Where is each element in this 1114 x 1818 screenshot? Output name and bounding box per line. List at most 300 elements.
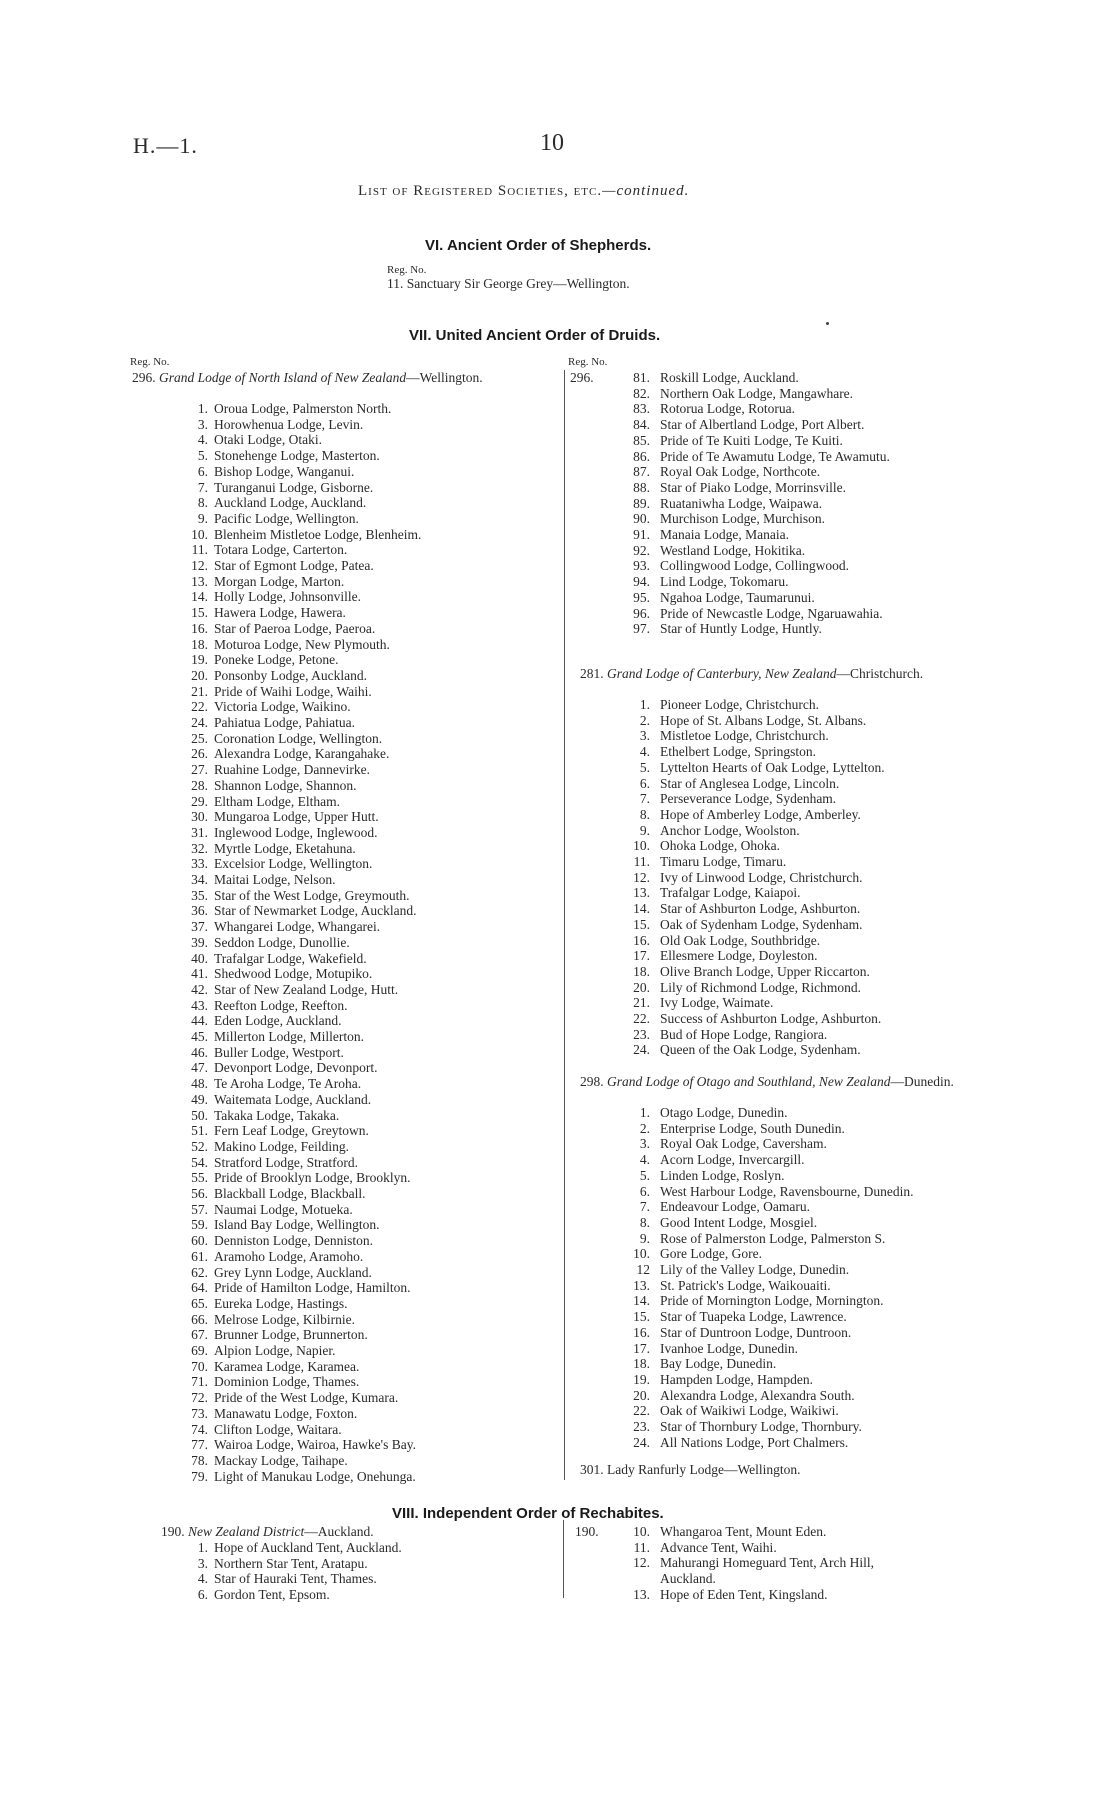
entry-number: 15. (633, 1309, 650, 1325)
list-item (150, 888, 410, 904)
list-item (150, 1296, 347, 1312)
list-item (150, 1343, 335, 1359)
list-item (606, 1215, 817, 1231)
entry-number: 10. (633, 838, 650, 854)
list-item (606, 1571, 716, 1587)
entry-number: 8. (197, 495, 208, 511)
section-title-shepherds: VI. Ancient Order of Shepherds. (425, 237, 652, 254)
list-item (150, 1469, 416, 1485)
list-item (150, 809, 379, 825)
list-item (150, 574, 344, 590)
entry-text: Poneke Lodge, Petone. (214, 652, 339, 668)
list-item (606, 1168, 785, 1184)
entry-text: Ruataniwha Lodge, Waipawa. (660, 495, 823, 511)
entry-number: 18. (633, 963, 650, 979)
entry-number: 6. (639, 1183, 650, 1199)
entry-text: Totara Lodge, Carterton. (214, 542, 348, 558)
entry-number: 7. (197, 479, 208, 495)
list-item (606, 1011, 881, 1027)
entry-text: Shannon Lodge, Shannon. (214, 777, 357, 793)
list-item (606, 590, 815, 606)
stray-mark (826, 322, 829, 325)
entry-number: 79. (191, 1468, 208, 1484)
entry-text: Queen of the Oak Lodge, Sydenham. (660, 1042, 861, 1058)
entry-text: Lyttelton Hearts of Oak Lodge, Lyttelton. (660, 759, 885, 775)
entry-text: Hampden Lodge, Hampden. (660, 1371, 813, 1387)
entry-number: 26. (191, 746, 208, 762)
entry-text: Ponsonby Lodge, Auckland. (214, 667, 367, 683)
list-item (606, 1388, 855, 1404)
entry-text: Pahiatua Lodge, Pahiatua. (214, 715, 355, 730)
entry-text: Star of Piako Lodge, Morrinsville. (660, 479, 846, 495)
entry-number: 22. (633, 1403, 650, 1419)
entry-number: 18. (191, 636, 208, 652)
entry-text: Gordon Tent, Epsom. (214, 1587, 330, 1603)
entry-text: Island Bay Lodge, Wellington. (214, 1217, 380, 1233)
list-item (150, 417, 363, 433)
entry-text: Murchison Lodge, Murchison. (660, 511, 825, 527)
entry-number: 84. (633, 417, 650, 433)
entry-number: 5. (639, 759, 650, 775)
entry-text: Eden Lodge, Auckland. (214, 1013, 342, 1029)
entry-text: Pride of Waihi Lodge, Waihi. (214, 683, 372, 699)
list-item (606, 527, 789, 543)
grand-lodge-canterbury-place: —Christchurch. (836, 666, 924, 681)
entry-text: Mungaroa Lodge, Upper Hutt. (214, 809, 379, 825)
entry-text: Millerton Lodge, Millerton. (214, 1029, 364, 1044)
entry-number: 19. (633, 1371, 650, 1387)
entry-number: 17. (633, 1340, 650, 1356)
entry-number: 22. (633, 1011, 650, 1026)
list-item (150, 589, 361, 605)
entry-text: Ngahoa Lodge, Taumarunui. (660, 589, 815, 605)
entry-text: Star of Albertland Lodge, Port Albert. (660, 417, 865, 433)
list-item (150, 998, 347, 1014)
list-item (150, 1453, 348, 1469)
list-item (150, 480, 373, 496)
entry-text: Star of Thornbury Lodge, Thornbury. (660, 1419, 862, 1434)
entry-number: 44. (191, 1013, 208, 1029)
list-title-main: List of Registered Societies, etc. (358, 183, 603, 199)
entry-number: 86. (633, 448, 650, 464)
entry-text: Pride of Hamilton Lodge, Hamilton. (214, 1280, 411, 1296)
list-item (150, 841, 356, 857)
list-item (150, 872, 335, 888)
entry-text: Blackball Lodge, Blackball. (214, 1186, 366, 1201)
entry-text: Alexandra Lodge, Karangahake. (214, 746, 390, 762)
entry-text: Hope of Auckland Tent, Auckland. (214, 1540, 402, 1555)
list-item (150, 621, 375, 637)
list-item (606, 1403, 839, 1419)
entry-text: Hope of Amberley Lodge, Amberley. (660, 806, 861, 822)
reg-no-label-right: Reg. No. (568, 356, 608, 368)
list-item (150, 1265, 372, 1281)
entry-number: 25. (191, 730, 208, 746)
entry-number: 14. (633, 1293, 650, 1309)
lady-ranfurly-entry (580, 1462, 801, 1478)
entry-text: Melrose Lodge, Kilbirnie. (214, 1311, 355, 1327)
entry-number: 6. (639, 775, 650, 791)
entry-number: 51. (191, 1123, 208, 1139)
list-item (150, 1045, 344, 1061)
entry-number: 12. (633, 869, 650, 885)
list-item (606, 511, 825, 527)
entry-text: Whangarei Lodge, Whangarei. (214, 919, 381, 935)
list-item (606, 744, 816, 760)
list-item (150, 1123, 369, 1139)
list-item (150, 1540, 402, 1556)
entry-text: Hope of Eden Tent, Kingsland. (660, 1586, 828, 1602)
entry-number: 90. (633, 511, 650, 527)
list-item (150, 1186, 365, 1202)
entry-text: Aramoho Lodge, Aramoho. (214, 1248, 364, 1264)
entry-text: Gore Lodge, Gore. (660, 1246, 762, 1262)
entry-number: 59. (191, 1217, 208, 1233)
list-item (606, 417, 864, 433)
column-divider (564, 370, 565, 1480)
entry-number: 95. (633, 589, 650, 605)
entry-text: Pride of Brooklyn Lodge, Brooklyn. (214, 1170, 411, 1186)
lady-ranfurly-num: 301. (580, 1462, 604, 1477)
entry-text: Endeavour Lodge, Oamaru. (660, 1199, 810, 1215)
entry-number: 73. (191, 1405, 208, 1421)
document-code: H.—1. (133, 133, 198, 158)
entry-text: Northern Star Tent, Aratapu. (214, 1555, 368, 1571)
list-item (606, 574, 789, 590)
list-item (150, 699, 351, 715)
list-item (606, 1325, 851, 1341)
list-item (606, 1278, 831, 1294)
list-item (150, 1359, 359, 1375)
entry-number: 11. (633, 854, 650, 869)
list-item (606, 1199, 810, 1215)
entry-number: 3. (639, 1136, 650, 1152)
list-item (150, 542, 347, 558)
entry-number: 36. (191, 903, 208, 919)
entry-number: 20. (633, 979, 650, 995)
list-item (606, 1121, 845, 1137)
entry-text: Ivanhoe Lodge, Dunedin. (660, 1340, 798, 1356)
list-item (606, 917, 862, 933)
entry-number: 60. (191, 1233, 208, 1249)
entry-text: Excelsior Lodge, Wellington. (214, 856, 373, 872)
entry-number: 9. (639, 1230, 650, 1246)
list-item (150, 527, 421, 543)
entry-number: 10. (633, 1524, 650, 1539)
list-item (606, 697, 819, 713)
entry-number: 39. (191, 934, 208, 950)
right-reg-number: 296. (570, 370, 594, 385)
list-item (606, 370, 799, 386)
entry-number: 23. (633, 1419, 650, 1434)
entry-number: 1. (639, 697, 650, 712)
entry-text: Old Oak Lodge, Southbridge. (660, 932, 821, 948)
entry-text: Manawatu Lodge, Foxton. (214, 1405, 358, 1421)
list-item (606, 1293, 883, 1309)
entry-text: Light of Manukau Lodge, Onehunga. (214, 1468, 416, 1484)
rechabites-district-name: New Zealand District (188, 1524, 305, 1539)
entry-number: 34. (191, 872, 208, 887)
entry-text: Karamea Lodge, Karamea. (214, 1358, 360, 1374)
list-title-continued: —continued. (602, 183, 690, 199)
entry-text: Pride of Te Awamutu Lodge, Te Awamutu. (660, 448, 890, 464)
entry-number: 41. (191, 966, 208, 982)
entry-number: 72. (191, 1390, 208, 1406)
entry-number: 16. (191, 620, 208, 636)
list-item (606, 1136, 827, 1152)
list-item (606, 1356, 776, 1372)
entry-text: Auckland Lodge, Auckland. (214, 495, 367, 511)
entry-text: Waitemata Lodge, Auckland. (214, 1091, 372, 1107)
column-divider-rechabites (563, 1520, 564, 1598)
entry-text: Star of Paeroa Lodge, Paeroa. (214, 620, 376, 636)
entry-number: 21. (633, 995, 650, 1011)
list-item (606, 948, 817, 964)
list-item (606, 776, 839, 792)
entry-number: 4. (197, 1571, 208, 1587)
entry-number: 11. (191, 542, 208, 558)
entry-number: 94. (633, 574, 650, 590)
entry-text: Good Intent Lodge, Mosgiel. (660, 1214, 818, 1230)
entry-text: Alexandra Lodge, Alexandra South. (660, 1387, 855, 1403)
rechabites-district-num: 190. (161, 1524, 185, 1539)
list-item (150, 1406, 357, 1422)
list-item (150, 464, 354, 480)
page-number: 10 (540, 130, 564, 156)
entry-number: 27. (191, 762, 208, 778)
list-item (150, 778, 357, 794)
entry-number: 10. (191, 526, 208, 542)
list-item (606, 980, 861, 996)
entry-text: Whangaroa Tent, Mount Eden. (660, 1524, 827, 1539)
entry-text: Star of Ashburton Lodge, Ashburton. (660, 901, 861, 917)
entry-text: Stratford Lodge, Stratford. (214, 1154, 358, 1170)
list-item (606, 1309, 847, 1325)
entry-text: Acorn Lodge, Invercargill. (660, 1152, 805, 1168)
entry-text: Myrtle Lodge, Eketahuna. (214, 840, 356, 856)
rechabites-right-reg: 190. (575, 1524, 599, 1539)
entry-number: 55. (191, 1170, 208, 1186)
entry-text: Clifton Lodge, Waitara. (214, 1421, 342, 1437)
entry-number: 7. (639, 1199, 650, 1215)
entry-text: Bishop Lodge, Wanganui. (214, 463, 355, 479)
list-item (150, 982, 398, 998)
list-item (606, 1341, 798, 1357)
list-item (150, 432, 322, 448)
list-item (606, 823, 800, 839)
list-item (150, 715, 355, 731)
entry-number: 70. (191, 1358, 208, 1374)
list-item (606, 995, 773, 1011)
list-item (150, 1013, 341, 1029)
list-item (150, 825, 377, 841)
list-item (606, 1042, 861, 1058)
entry-text: Linden Lodge, Roslyn. (660, 1167, 785, 1183)
entry-text: Pride of Te Kuiti Lodge, Te Kuiti. (660, 432, 843, 448)
list-item (606, 1540, 777, 1556)
entry-text: Rotorua Lodge, Rotorua. (660, 401, 795, 417)
entry-number: 30. (191, 809, 208, 825)
list-item (606, 1152, 804, 1168)
entry-number: 83. (633, 401, 650, 417)
entry-number: 9. (639, 822, 650, 838)
entry-number: 96. (633, 605, 650, 621)
list-item (606, 933, 820, 949)
entry-number: 74. (191, 1421, 208, 1437)
entry-text: Pacific Lodge, Wellington. (214, 510, 359, 526)
list-item (606, 543, 805, 559)
entry-number: 56. (191, 1186, 208, 1201)
entry-text: Oak of Waikiwi Lodge, Waikiwi. (660, 1403, 839, 1419)
entry-number: 1. (197, 401, 208, 416)
entry-number: 22. (191, 699, 208, 715)
list-item (150, 448, 380, 464)
entry-text: Royal Oak Lodge, Caversham. (660, 1136, 827, 1152)
list-item (150, 762, 370, 778)
entry-number: 64. (191, 1280, 208, 1296)
entry-text: Lily of Richmond Lodge, Richmond. (660, 979, 861, 995)
grand-lodge-canterbury-num: 281. (580, 666, 604, 681)
list-item (150, 903, 416, 919)
entry-text: Rose of Palmerston Lodge, Palmerston S. (660, 1230, 886, 1246)
entry-text: Ivy of Linwood Lodge, Christchurch. (660, 869, 863, 885)
entry-text: Success of Ashburton Lodge, Ashburton. (660, 1011, 882, 1026)
list-item (150, 919, 380, 935)
entry-number: 28. (191, 777, 208, 793)
entry-text: Stonehenge Lodge, Masterton. (214, 448, 380, 464)
entry-number: 71. (191, 1374, 208, 1390)
entry-number: 66. (191, 1311, 208, 1327)
entry-text: Takaka Lodge, Takaka. (214, 1107, 340, 1123)
entry-number: 20. (633, 1387, 650, 1403)
list-item (150, 684, 372, 700)
entry-number: 49. (191, 1091, 208, 1107)
list-item (150, 856, 372, 872)
list-item (150, 605, 346, 621)
grand-lodge-otago-num: 298. (580, 1074, 604, 1089)
entry-text: Coronation Lodge, Wellington. (214, 730, 383, 746)
list-item (150, 1202, 353, 1218)
entry-number: 37. (191, 919, 208, 935)
entry-number: 69. (191, 1343, 208, 1358)
list-item (150, 1092, 371, 1108)
list-item (150, 637, 390, 653)
list-item (150, 1437, 416, 1453)
list-item (150, 1327, 368, 1343)
entry-number: 15. (191, 605, 208, 621)
entry-text: Star of New Zealand Lodge, Hutt. (214, 981, 399, 997)
entry-text: Star of Duntroon Lodge, Duntroon. (660, 1324, 852, 1340)
list-item (606, 760, 885, 776)
entry-number: 77. (191, 1437, 208, 1453)
entry-number: 62. (191, 1264, 208, 1280)
entry-number: 89. (633, 495, 650, 511)
entry-number: 12. (633, 1555, 650, 1571)
list-item (150, 731, 382, 747)
entry-text: Wairoa Lodge, Wairoa, Hawke's Bay. (214, 1437, 416, 1453)
entry-number: 3. (197, 1555, 208, 1571)
entry-number: 9. (197, 510, 208, 526)
entry-text: Holly Lodge, Johnsonville. (214, 589, 361, 605)
entry-number: 33. (191, 856, 208, 872)
grand-lodge-north-place: —Wellington. (406, 370, 483, 385)
list-item (606, 1372, 813, 1388)
entry-number: 16. (633, 1324, 650, 1340)
list-item (150, 1155, 358, 1171)
entry-text: St. Patrick's Lodge, Waikouaiti. (660, 1277, 831, 1293)
list-item (150, 1249, 363, 1265)
list-item (606, 1246, 762, 1262)
shepherds-entry: 11. Sanctuary Sir George Grey—Wellington. (387, 276, 630, 291)
list-item (606, 1587, 828, 1603)
entry-text: Westland Lodge, Hokitika. (660, 542, 806, 558)
list-item (606, 807, 861, 823)
entry-number: 54. (191, 1154, 208, 1170)
list-item (606, 1027, 827, 1043)
entry-number: 1. (197, 1540, 208, 1555)
lady-ranfurly-text: Lady Ranfurly Lodge—Wellington. (607, 1462, 801, 1477)
entry-text: Roskill Lodge, Auckland. (660, 370, 799, 385)
list-item (606, 1555, 874, 1571)
list-item (606, 964, 870, 980)
entry-text: Ruahine Lodge, Dannevirke. (214, 762, 370, 778)
entry-number: 5. (197, 448, 208, 464)
section-title-rechabites: VIII. Independent Order of Rechabites. (392, 1505, 664, 1522)
entry-number: 5. (639, 1167, 650, 1183)
entry-number: 17. (633, 948, 650, 964)
entry-number: 24. (191, 715, 208, 730)
list-item (606, 901, 860, 917)
entry-number: 93. (633, 558, 650, 574)
entry-text: Maitai Lodge, Nelson. (214, 872, 336, 887)
list-item (606, 558, 849, 574)
entry-number: 91. (633, 527, 650, 542)
entry-number: 29. (191, 793, 208, 809)
entry-number: 47. (191, 1060, 208, 1076)
entry-number: 35. (191, 887, 208, 903)
entry-number: 2. (639, 712, 650, 728)
entry-text: Star of Anglesea Lodge, Lincoln. (660, 775, 840, 791)
entry-text: Blenheim Mistletoe Lodge, Blenheim. (214, 526, 422, 542)
entry-number: 4. (639, 1152, 650, 1168)
entry-number: 92. (633, 542, 650, 558)
entry-text: Trafalgar Lodge, Wakefield. (214, 950, 367, 966)
list-item (606, 791, 836, 807)
list-item (606, 621, 822, 637)
entry-text: Oak of Sydenham Lodge, Sydenham. (660, 916, 863, 932)
entry-text: Ethelbert Lodge, Springston. (660, 744, 816, 760)
list-item (150, 1217, 380, 1233)
list-item (606, 728, 829, 744)
entry-text: Ellesmere Lodge, Doyleston. (660, 948, 818, 964)
entry-number: 67. (191, 1327, 208, 1343)
entry-text: Denniston Lodge, Denniston. (214, 1233, 373, 1249)
entry-text: Northern Oak Lodge, Mangawhare. (660, 385, 854, 401)
entry-text: Pride of Newcastle Lodge, Ngaruawahia. (660, 605, 883, 621)
list-item (606, 854, 786, 870)
entry-number: 50. (191, 1107, 208, 1123)
entry-number: 19. (191, 652, 208, 668)
entry-number: 16. (633, 932, 650, 948)
entry-number: 24. (633, 1434, 650, 1450)
grand-lodge-otago-name: Grand Lodge of Otago and Southland, New Zealand (607, 1074, 891, 1089)
entry-text: Ivy Lodge, Waimate. (660, 995, 774, 1011)
entry-text: Morgan Lodge, Marton. (214, 573, 345, 589)
entry-number: 1. (639, 1105, 650, 1120)
list-item (606, 496, 822, 512)
list-item (150, 1587, 330, 1603)
entry-text: Trafalgar Lodge, Kaiapoi. (660, 885, 801, 901)
